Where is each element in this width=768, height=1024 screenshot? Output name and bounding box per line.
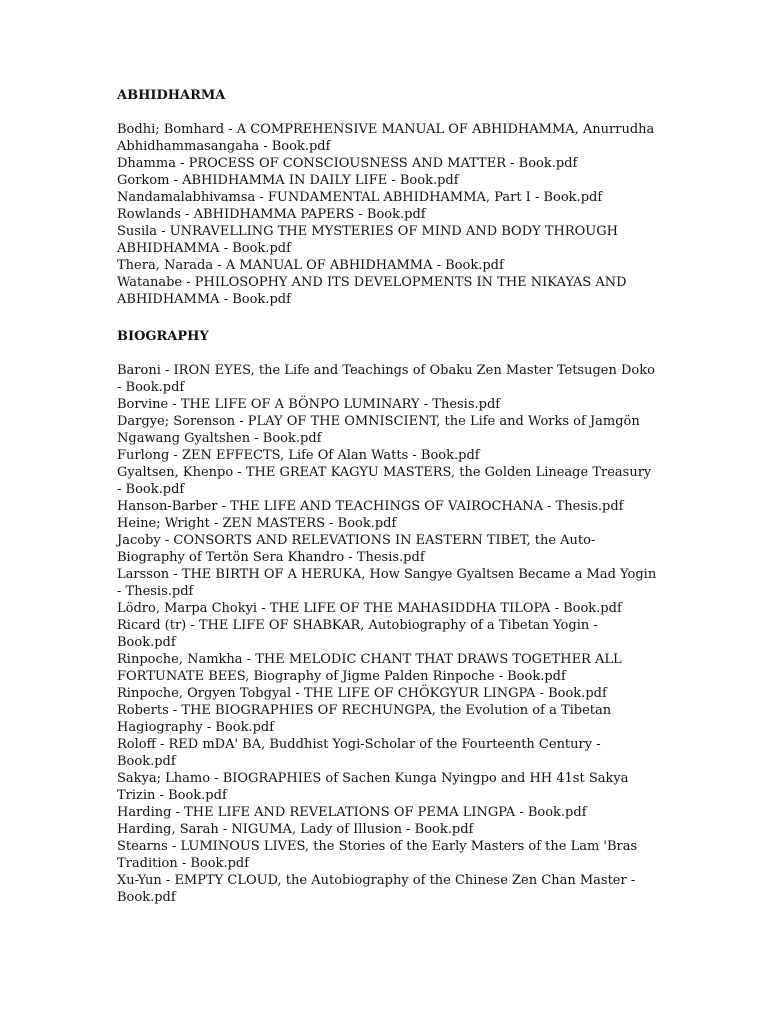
list-item: Jacoby - CONSORTS AND RELEVATIONS IN EASTERN TIBET, the Auto-Biography of Tertön Sera Khandro - Thesis.pdf bbox=[117, 533, 596, 565]
list-item: Stearns - LUMINOUS LIVES, the Stories of the Early Masters of the Lam 'Bras Tradition - Book.pdf bbox=[117, 839, 638, 871]
section-spacer bbox=[117, 308, 657, 325]
section-heading: ABHIDHARMA bbox=[117, 88, 226, 103]
entry-list bbox=[117, 362, 657, 906]
list-item: Harding, Sarah - NIGUMA, Lady of Illusion - Book.pdf bbox=[117, 822, 474, 837]
list-item: Sakya; Lhamo - BIOGRAPHIES of Sachen Kunga Nyingpo and HH 41st Sakya Trizin - Book.pdf bbox=[117, 771, 629, 803]
document-page bbox=[117, 84, 657, 906]
list-item: Bodhi; Bomhard - A COMPREHENSIVE MANUAL OF ABHIDHAMMA, Anurrudha Abhidhammasangaha - Book.pdf bbox=[117, 122, 655, 154]
list-item: Roberts - THE BIOGRAPHIES OF RECHUNGPA, the Evolution of a Tibetan Hagiography - Book.pdf bbox=[117, 703, 612, 735]
list-item: Watanabe - PHILOSOPHY AND ITS DEVELOPMENTS IN THE NIKAYAS AND ABHIDHAMMA - Book.pdf bbox=[117, 275, 627, 307]
list-item: Rinpoche, Orgyen Tobgyal - THE LIFE OF CHÖKGYUR LINGPA - Book.pdf bbox=[117, 686, 607, 701]
list-item: Harding - THE LIFE AND REVELATIONS OF PEMA LINGPA - Book.pdf bbox=[117, 805, 587, 820]
list-item: Ricard (tr) - THE LIFE OF SHABKAR, Autobiography of a Tibetan Yogin - Book.pdf bbox=[117, 618, 598, 650]
list-item: Lödro, Marpa Chokyi - THE LIFE OF THE MAHASIDDHA TILOPA - Book.pdf bbox=[117, 601, 622, 616]
list-item: Dargye; Sorenson - PLAY OF THE OMNISCIENT, the Life and Works of Jamgön Ngawang Gyaltshen - Book.pdf bbox=[117, 414, 640, 446]
list-item: Hanson-Barber - THE LIFE AND TEACHINGS OF VAIROCHANA - Thesis.pdf bbox=[117, 499, 624, 514]
section-heading: BIOGRAPHY bbox=[117, 329, 209, 344]
list-item: Thera, Narada - A MANUAL OF ABHIDHAMMA - Book.pdf bbox=[117, 258, 504, 273]
list-item: Furlong - ZEN EFFECTS, Life Of Alan Watts - Book.pdf bbox=[117, 448, 480, 463]
list-item: Baroni - IRON EYES, the Life and Teachings of Obaku Zen Master Tetsugen Doko - Book.pdf bbox=[117, 363, 655, 395]
list-item: Roloff - RED mDA' BA, Buddhist Yogi-Scholar of the Fourteenth Century - Book.pdf bbox=[117, 737, 601, 769]
section-abhidharma bbox=[117, 87, 657, 308]
list-item: Xu-Yun - EMPTY CLOUD, the Autobiography of the Chinese Zen Chan Master - Book.pdf bbox=[117, 873, 636, 905]
list-item: Heine; Wright - ZEN MASTERS - Book.pdf bbox=[117, 516, 397, 531]
list-item: Susila - UNRAVELLING THE MYSTERIES OF MIND AND BODY THROUGH ABHIDHAMMA - Book.pdf bbox=[117, 224, 618, 256]
list-item: Rowlands - ABHIDHAMMA PAPERS - Book.pdf bbox=[117, 207, 426, 222]
list-item: Gyaltsen, Khenpo - THE GREAT KAGYU MASTERS, the Golden Lineage Treasury - Book.pdf bbox=[117, 465, 652, 497]
list-item: Gorkom - ABHIDHAMMA IN DAILY LIFE - Book.pdf bbox=[117, 173, 459, 188]
list-item: Larsson - THE BIRTH OF A HERUKA, How Sangye Gyaltsen Became a Mad Yogin - Thesis.pdf bbox=[117, 567, 657, 599]
entry-list bbox=[117, 121, 657, 308]
list-item: Dhamma - PROCESS OF CONSCIOUSNESS AND MATTER - Book.pdf bbox=[117, 156, 578, 171]
list-item: Rinpoche, Namkha - THE MELODIC CHANT THAT DRAWS TOGETHER ALL FORTUNATE BEES, Biography of Jigme Palden Rinpoche - Book.pdf bbox=[117, 652, 622, 684]
list-item: Borvine - THE LIFE OF A BÖNPO LUMINARY - Thesis.pdf bbox=[117, 397, 501, 412]
section-biography bbox=[117, 328, 657, 906]
list-item: Nandamalabhivamsa - FUNDAMENTAL ABHIDHAMMA, Part I - Book.pdf bbox=[117, 190, 603, 205]
